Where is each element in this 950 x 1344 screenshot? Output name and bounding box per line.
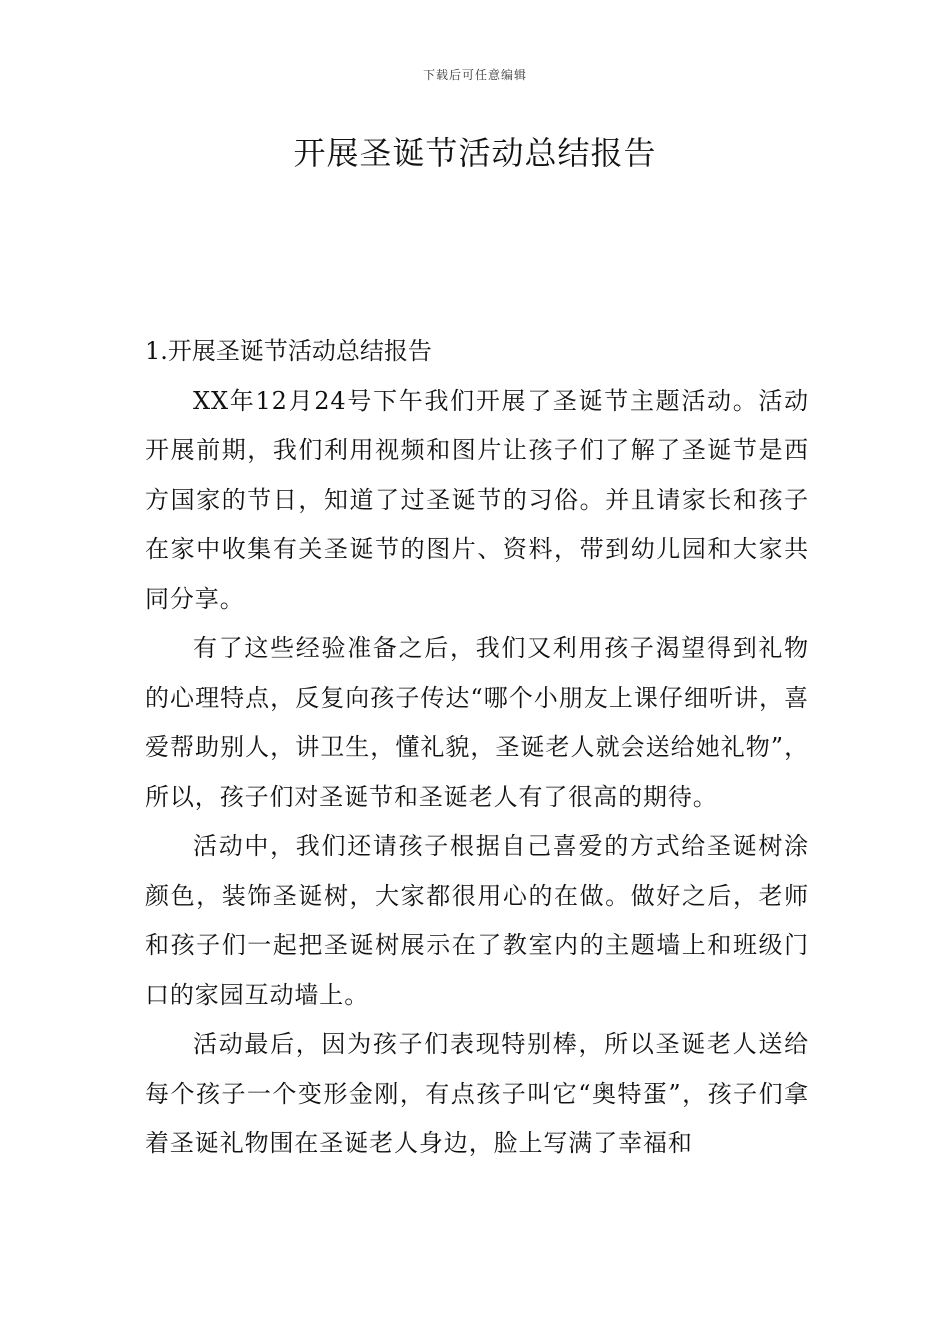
- paragraph-2: 有了这些经验准备之后，我们又利用孩子渴望得到礼物的心理特点，反复向孩子传达“哪个小朋友上课仔细听讲，喜爱帮助别人，讲卫生，懂礼貌，圣诞老人就会送给她礼物”，所以，孩子们对圣诞节和圣诞老人有了很高的期待。: [145, 634, 809, 811]
- header-note: 下载后可任意编辑: [422, 68, 527, 82]
- document-body: [145, 327, 809, 1169]
- document-title: 开展圣诞节活动总结报告: [293, 134, 657, 172]
- paragraph-1: XX年12月24号下午我们开展了圣诞节主题活动。活动开展前期，我们利用视频和图片让孩子们了解了圣诞节是西方国家的节日，知道了过圣诞节的习俗。并且请家长和孩子在家中收集有关圣诞节的图片、资料，带到幼儿园和大家共同分享。: [145, 386, 809, 613]
- paragraph-4: 活动最后，因为孩子们表现特别棒，所以圣诞老人送给每个孩子一个变形金刚，有点孩子叫它“奥特蛋”，孩子们拿着圣诞礼物围在圣诞老人身边，脸上写满了幸福和: [145, 1030, 809, 1157]
- section-heading: 1.开展圣诞节活动总结报告: [145, 337, 432, 365]
- paragraph-3: 活动中，我们还请孩子根据自己喜爱的方式给圣诞树涂颜色，装饰圣诞树，大家都很用心的在做。做好之后，老师和孩子们一起把圣诞树展示在了教室内的主题墙上和班级门口的家园互动墙上。: [145, 832, 809, 1009]
